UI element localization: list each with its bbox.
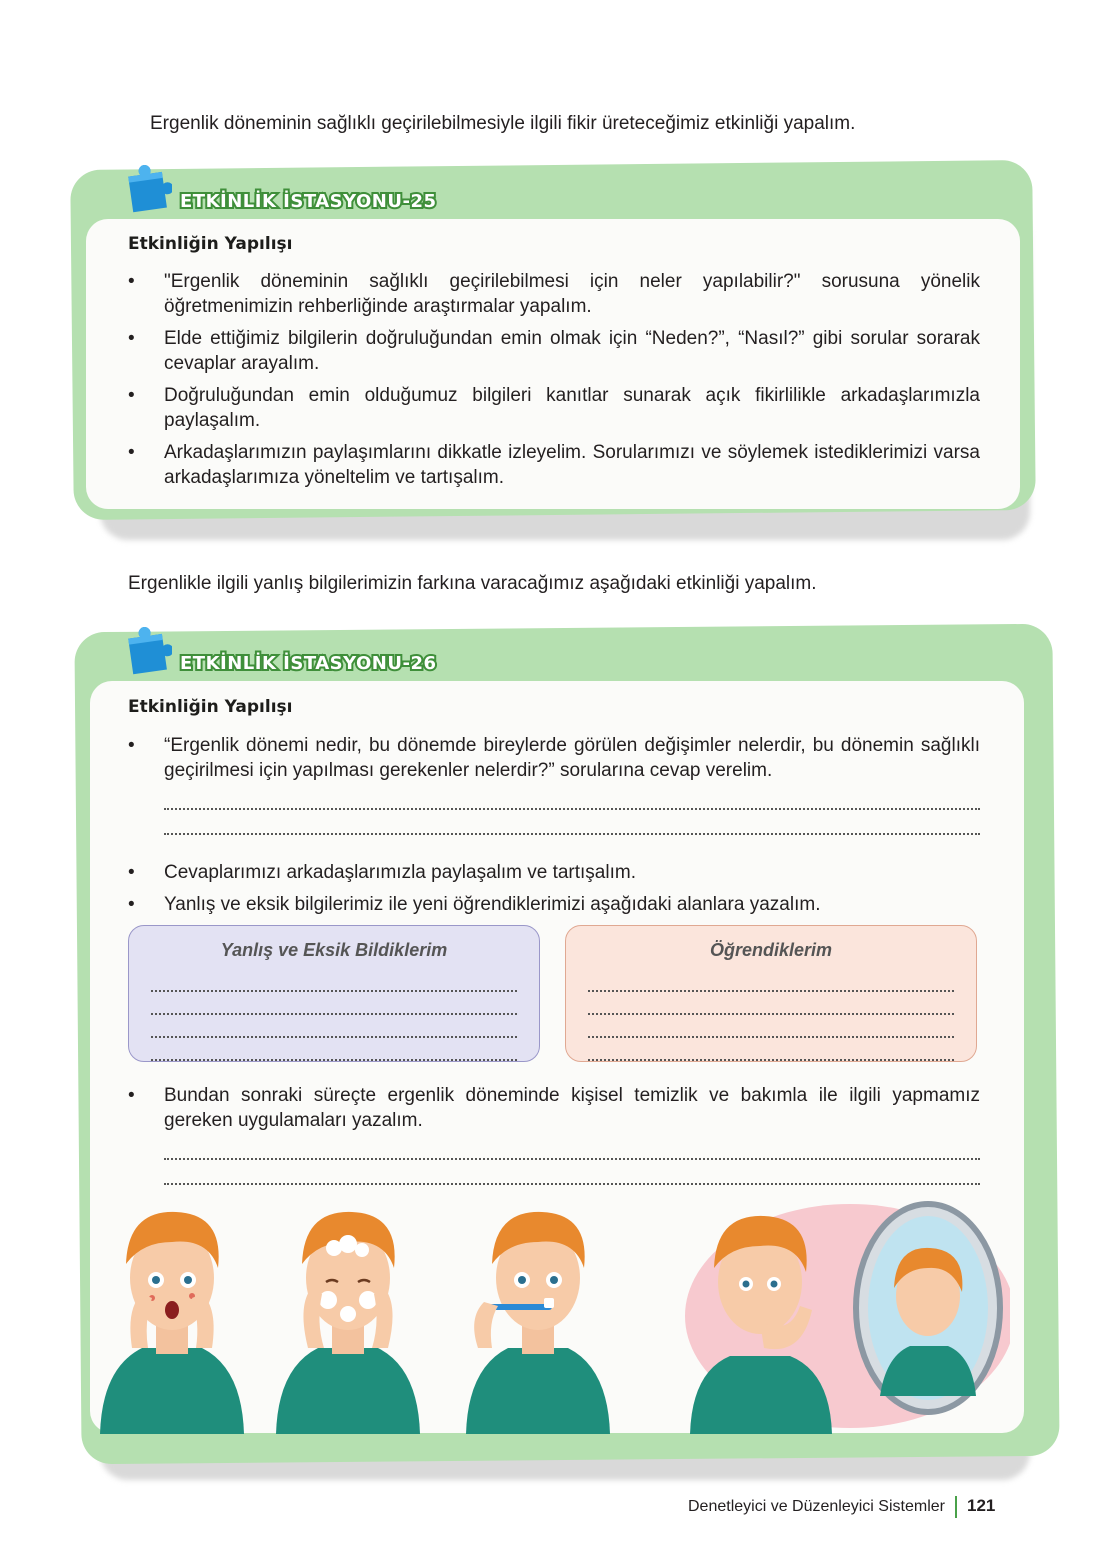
station-26-bullets-c [128, 1083, 980, 1192]
page-number: 121 [966, 1496, 996, 1516]
list-item: • Doğruluğundan emin olduğumuz bilgileri kanıtlar sunarak açık fikirlilikle arkadaşlarımızla paylaşalım. [128, 383, 980, 433]
boy-mirror-illustration [680, 1196, 1010, 1434]
answer-line[interactable] [151, 969, 517, 992]
box-right-title: Öğrendiklerim [709, 940, 833, 960]
list-item [128, 733, 980, 835]
station-25-title: ETKİNLİK İSTASYONU-25 [180, 191, 437, 212]
station-26-bullets-b [128, 860, 980, 924]
answer-line[interactable] [164, 810, 980, 835]
station-26-bullets-a [128, 733, 980, 842]
intro-text-1: Ergenlik döneminin sağlıklı geçirilebilmesiyle ilgili fikir üreteceğimiz etkinliği yapalım. [150, 113, 856, 134]
answer-line[interactable] [151, 1015, 517, 1038]
answer-line[interactable] [164, 1135, 980, 1160]
box-wrong-knowledge [128, 925, 540, 1062]
answer-line[interactable] [151, 992, 517, 1015]
station-26-title: ETKİNLİK İSTASYONU-26 [180, 653, 437, 674]
puzzle-icon [124, 160, 172, 216]
answer-line[interactable] [588, 1015, 954, 1038]
list-item: • Yanlış ve eksik bilgilerimiz ile yeni öğrendiklerimizi aşağıdaki alanlara yazalım. [128, 892, 980, 917]
list-item: • "Ergenlik döneminin sağlıklı geçirilebilmesi için neler yapılabilir?" sorusuna yönelik öğretmenimizin rehberliğinde araştırmalar yapalım. [128, 269, 980, 319]
chapter-title: Denetleyici ve Düzenleyici Sistemler [688, 1498, 945, 1516]
list-item: • Elde ettiğimiz bilgilerin doğruluğundan emin olmak için “Neden?”, “Nasıl?” gibi sorular sorarak cevaplar arayalım. [128, 326, 980, 376]
station-25-bullets [128, 269, 980, 497]
box-left-title: Yanlış ve Eksik Bildiklerim [220, 940, 448, 960]
box-learned [565, 925, 977, 1062]
list-item: • Arkadaşlarımızın paylaşımlarını dikkatle izleyelim. Sorularımızı ve söylemek istediklerimizi varsa arkadaşlarımıza yöneltelim ve tartışalım. [128, 440, 980, 490]
bullet-text: “Ergenlik dönemi nedir, bu dönemde bireylerde görülen değişimler nelerdir, bu dönemin sağlıklı geçirilmesi için yapılması gerekenler nelerdir?” sorularına cevap verelim. [164, 735, 980, 781]
list-item [128, 1083, 980, 1185]
answer-line[interactable] [164, 1160, 980, 1185]
bullet-text: Bundan sonraki süreçte ergenlik döneminde kişisel temizlik ve bakımla ile ilgili yapmamız gereken uygulamaları yazalım. [164, 1085, 980, 1131]
boy-acne-illustration [92, 1198, 252, 1434]
boy-brushing-teeth-illustration [448, 1198, 628, 1434]
station-25-subhead: Etkinliğin Yapılışı [128, 234, 293, 254]
answer-line[interactable] [151, 1038, 517, 1061]
answer-line[interactable] [588, 969, 954, 992]
footer-divider [955, 1496, 957, 1518]
boy-washing-face-illustration [268, 1198, 428, 1434]
answer-line[interactable] [588, 1038, 954, 1061]
station-26-subhead: Etkinliğin Yapılışı [128, 697, 293, 717]
page-footer [688, 1496, 995, 1518]
list-item: • Cevaplarımızı arkadaşlarımızla paylaşalım ve tartışalım. [128, 860, 980, 885]
answer-line[interactable] [588, 992, 954, 1015]
puzzle-icon [124, 622, 172, 678]
answer-line[interactable] [164, 785, 980, 810]
intro-text-2: Ergenlikle ilgili yanlış bilgilerimizin farkına varacağımız aşağıdaki etkinliği yapalım. [128, 573, 817, 594]
